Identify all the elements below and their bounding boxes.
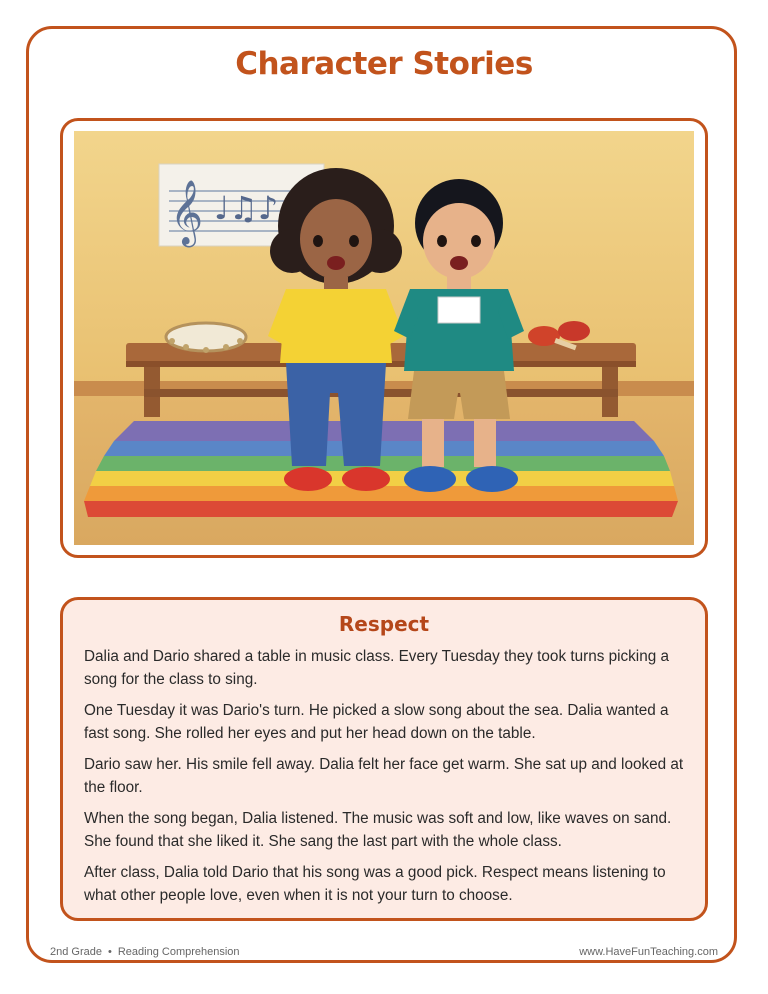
story-heading: Respect: [338, 612, 430, 636]
story-body: [84, 645, 688, 915]
story-paragraph: Dario saw her. His smile fell away. Dalia felt her face get warm. She sat up and looked at the floor.: [84, 756, 684, 796]
paper-sheet: [438, 297, 480, 323]
treble-clef-icon: 𝄞: [170, 180, 204, 245]
story-card: [60, 597, 708, 921]
story-paragraph: When the song began, Dalia listened. The music was soft and low, like waves on sand. She found that she liked it. She sang the last part with the whole class.: [84, 810, 672, 850]
illustration-card: [60, 118, 708, 558]
story-paragraph: After class, Dalia told Dario that his song was a good pick. Respect means listening to what other people love, even when it is not your turn to choose.: [84, 864, 666, 904]
footer-info: [50, 946, 240, 958]
music-notes-icon: ♩♫♪: [214, 189, 279, 227]
page-title: Character Stories: [235, 46, 533, 82]
tambourine-icon: [166, 323, 246, 353]
footer-website[interactable]: www.HaveFunTeaching.com: [579, 946, 718, 958]
story-paragraph: Dalia and Dario shared a table in music class. Every Tuesday they took turns picking a song for the class to sing.: [84, 648, 669, 688]
footer-subject: Reading Comprehension: [117, 946, 240, 958]
illustration: [74, 131, 694, 545]
footer-grade: 2nd Grade: [50, 946, 102, 958]
story-paragraph: One Tuesday it was Dario's turn. He picked a slow song about the sea. Dalia wanted a fast song. She rolled her eyes and put her head down on the table.: [84, 702, 669, 742]
bullet-icon: •: [107, 946, 112, 958]
